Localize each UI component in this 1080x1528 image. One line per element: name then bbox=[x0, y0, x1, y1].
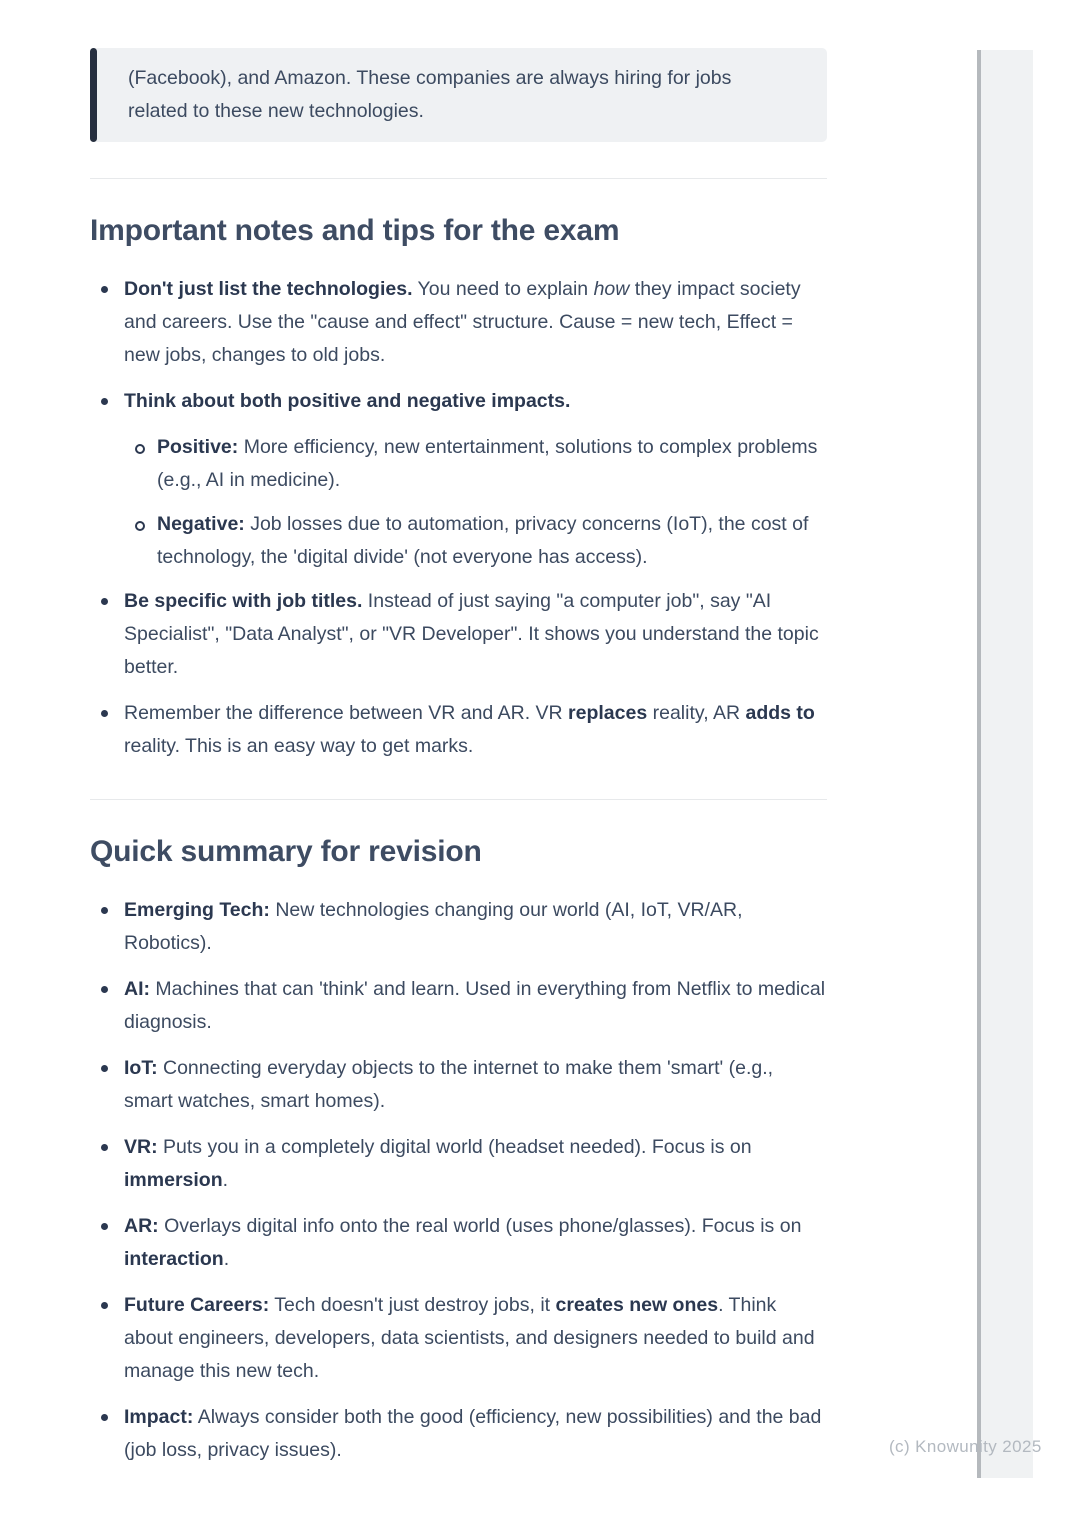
list-item-segment: VR: bbox=[124, 1136, 158, 1158]
list-item-segment: reality, AR bbox=[647, 702, 746, 724]
list-item-segment: Emerging Tech: bbox=[124, 899, 270, 921]
list-item-segment: Positive: bbox=[157, 436, 239, 458]
list-item bbox=[90, 697, 827, 763]
list-item-segment: replaces bbox=[568, 702, 648, 724]
list-item-segment: Think about both positive and negative impacts. bbox=[124, 390, 571, 412]
divider bbox=[90, 799, 827, 800]
section-heading: Important notes and tips for the exam bbox=[90, 214, 620, 247]
list-item bbox=[90, 1131, 827, 1197]
list-item bbox=[90, 1052, 827, 1118]
list-item-segment: Remember the difference between VR and AR. VR bbox=[124, 702, 569, 724]
list-item bbox=[90, 1401, 827, 1467]
list-item bbox=[90, 385, 827, 418]
section-exam-tips bbox=[90, 212, 827, 763]
quote-text: (Facebook), and Amazon. These companies are always hiring for jobs related to these new technologies. bbox=[128, 67, 732, 122]
list-item-segment: Negative: bbox=[157, 513, 245, 535]
list-item-segment: Job losses due to automation, privacy concerns (IoT), the cost of technology, the 'digital divide' (not everyone has access). bbox=[157, 513, 809, 568]
list-item-segment: . Think about engineers, developers, data scientists, and designers needed to build and manage this new tech. bbox=[124, 1294, 815, 1382]
bullet-list bbox=[90, 894, 827, 1467]
list-item bbox=[90, 1210, 827, 1276]
list-item bbox=[90, 973, 827, 1039]
list-item-segment: Impact: bbox=[124, 1406, 194, 1428]
list-item-segment: More efficiency, new entertainment, solutions to complex problems (e.g., AI in medicine). bbox=[157, 436, 818, 491]
list-item-segment: New technologies changing our world (AI, IoT, VR/AR, Robotics). bbox=[124, 899, 743, 954]
list-item-segment: Future Careers: bbox=[124, 1294, 270, 1316]
list-item-segment: . bbox=[222, 1169, 229, 1191]
list-item bbox=[90, 431, 827, 497]
document-page bbox=[90, 0, 827, 1480]
list-item-segment: interaction bbox=[124, 1248, 224, 1270]
list-item-segment: . bbox=[223, 1248, 230, 1270]
list-item-segment: Don't just list the technologies. bbox=[124, 278, 413, 300]
list-item-segment: Puts you in a completely digital world (headset needed). Focus is on bbox=[157, 1136, 752, 1158]
list-item bbox=[90, 585, 827, 684]
list-item-segment: Be specific with job titles. bbox=[124, 590, 363, 612]
list-item-segment: how bbox=[593, 278, 630, 300]
list-item-segment: Tech doesn't just destroy jobs, it bbox=[269, 1294, 556, 1316]
list-item-segment: Connecting everyday objects to the internet to make them 'smart' (e.g., smart watches, smart homes). bbox=[124, 1057, 774, 1112]
list-item-segment: AR: bbox=[124, 1215, 159, 1237]
list-item-segment: immersion bbox=[124, 1169, 223, 1191]
divider bbox=[90, 178, 827, 179]
list-item-segment: You need to explain bbox=[412, 278, 594, 300]
bullet-list bbox=[90, 273, 827, 763]
list-item-segment: IoT: bbox=[124, 1057, 158, 1079]
list-item-segment: Always consider both the good (efficiency, new possibilities) and the bad (job loss, privacy issues). bbox=[124, 1406, 822, 1461]
list-item bbox=[90, 894, 827, 960]
list-item-segment: Machines that can 'think' and learn. Used in everything from Netflix to medical diagnosis. bbox=[124, 978, 826, 1033]
list-item bbox=[90, 508, 827, 574]
list-item bbox=[90, 273, 827, 372]
list-item-segment: they impact society and careers. Use the "cause and effect" structure. Cause = new tech, Effect = new jobs, changes to old jobs. bbox=[124, 278, 801, 366]
quote-accent-bar bbox=[90, 48, 97, 142]
list-item bbox=[90, 1289, 827, 1388]
list-item-segment: creates new ones bbox=[555, 1294, 719, 1316]
list-item-segment: AI: bbox=[124, 978, 150, 1000]
page-side-gutter bbox=[977, 50, 1033, 1478]
list-item-segment: reality. This is an easy way to get marks. bbox=[124, 735, 474, 757]
watermark: (c) Knowunity 2025 bbox=[889, 1437, 1042, 1456]
list-item-segment: adds to bbox=[745, 702, 815, 724]
list-item-segment: Overlays digital info onto the real world (uses phone/glasses). Focus is on bbox=[158, 1215, 802, 1237]
section-heading: Quick summary for revision bbox=[90, 835, 482, 868]
blockquote bbox=[90, 48, 827, 142]
section-quick-summary bbox=[90, 833, 827, 1467]
list-item-segment: Instead of just saying "a computer job", say "AI Specialist", "Data Analyst", or "VR Developer". It shows you understand the topic better. bbox=[124, 590, 819, 678]
